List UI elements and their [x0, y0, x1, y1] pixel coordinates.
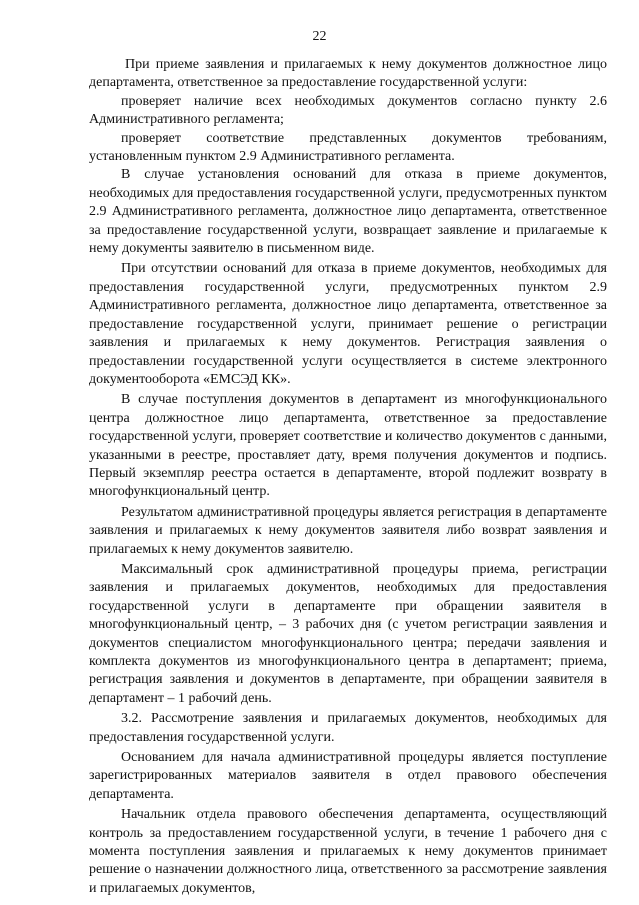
paragraph: В случае установления оснований для отказа в приеме документов, необходимых для предоставления государственной услуги, предусмотренных пунктом 2.9 Административного регламента, должностное лицо департамента, ответственное за предоставление государственной услуги, возвращает заявление и прилагаемые к нему документы заявителю в письменном виде.	[89, 167, 607, 257]
paragraph: Результатом административной процедуры является регистрация в департаменте заявления и прилагаемых к нему документов заявителя либо возврат заявления и прилагаемых к нему документов заявителю.	[89, 504, 607, 557]
paragraph: Основанием для начала административной процедуры является поступление зарегистрированных материалов заявителя в отдел правового обеспечения департамента.	[89, 750, 607, 802]
document-body	[89, 56, 607, 898]
paragraph: проверяет наличие всех необходимых документов согласно пункту 2.6 Административного регламента;	[89, 93, 607, 128]
page-number: 22	[312, 29, 327, 44]
paragraph: Начальник отдела правового обеспечения департамента, осуществляющий контроль за предоставлением государственной услуги, в течение 1 рабочего дня с момента поступления заявления и прилагаемых к нему документов принимает решение о назначении должностного лица, ответственного за рассмотрение заявления и прилагаемых документов,	[89, 807, 607, 896]
paragraph: проверяет соответствие представленных документов требованиям, установленным пунктом 2.9 Административного регламента.	[89, 130, 607, 165]
paragraph: При приеме заявления и прилагаемых к нему документов должностное лицо департамента, ответственное за предоставление государственной услуги:	[89, 57, 607, 91]
paragraph: При отсутствии оснований для отказа в приеме документов, необходимых для предоставления государственной услуги, предусмотренных пунктом 2.9 Административного регламента, должностное лицо департамента, ответственное за предоставление государственной услуги, принимает решение о регистрации заявления и прилагаемых к нему документов. Регистрация заявления о предоставлении государственной услуги осуществляется в системе электронного документооборота «ЕМСЭД КК».	[89, 261, 607, 387]
paragraph: В случае поступления документов в департамент из многофункционального центра должностное лицо департамента, ответственное за предоставление государственной услуги, проверяет соответствие и количество документов с данными, указанными в реестре, проставляет дату, время получения документов и подпись. Первый экземпляр реестра остается в департаменте, второй подлежит возврату в многофункциональный центр.	[89, 392, 607, 500]
section-heading: 3.2. Рассмотрение заявления и прилагаемых документов, необходимых для предоставления государственной услуги.	[89, 711, 607, 745]
paragraph: Максимальный срок административной процедуры приема, регистрации заявления и прилагаемых документов, необходимых для предоставления государственной услуги в департаменте при обращении заявителя в многофункциональный центр, – 3 рабочих дня (с учетом регистрации заявления и документов специалистом многофункционального центра; передачи заявления и комплекта документов из многофункционального центра в департамент; приема, регистрация заявления и документов в департаменте, при обращении заявителя в департамент – 1 рабочий день.	[89, 561, 607, 706]
